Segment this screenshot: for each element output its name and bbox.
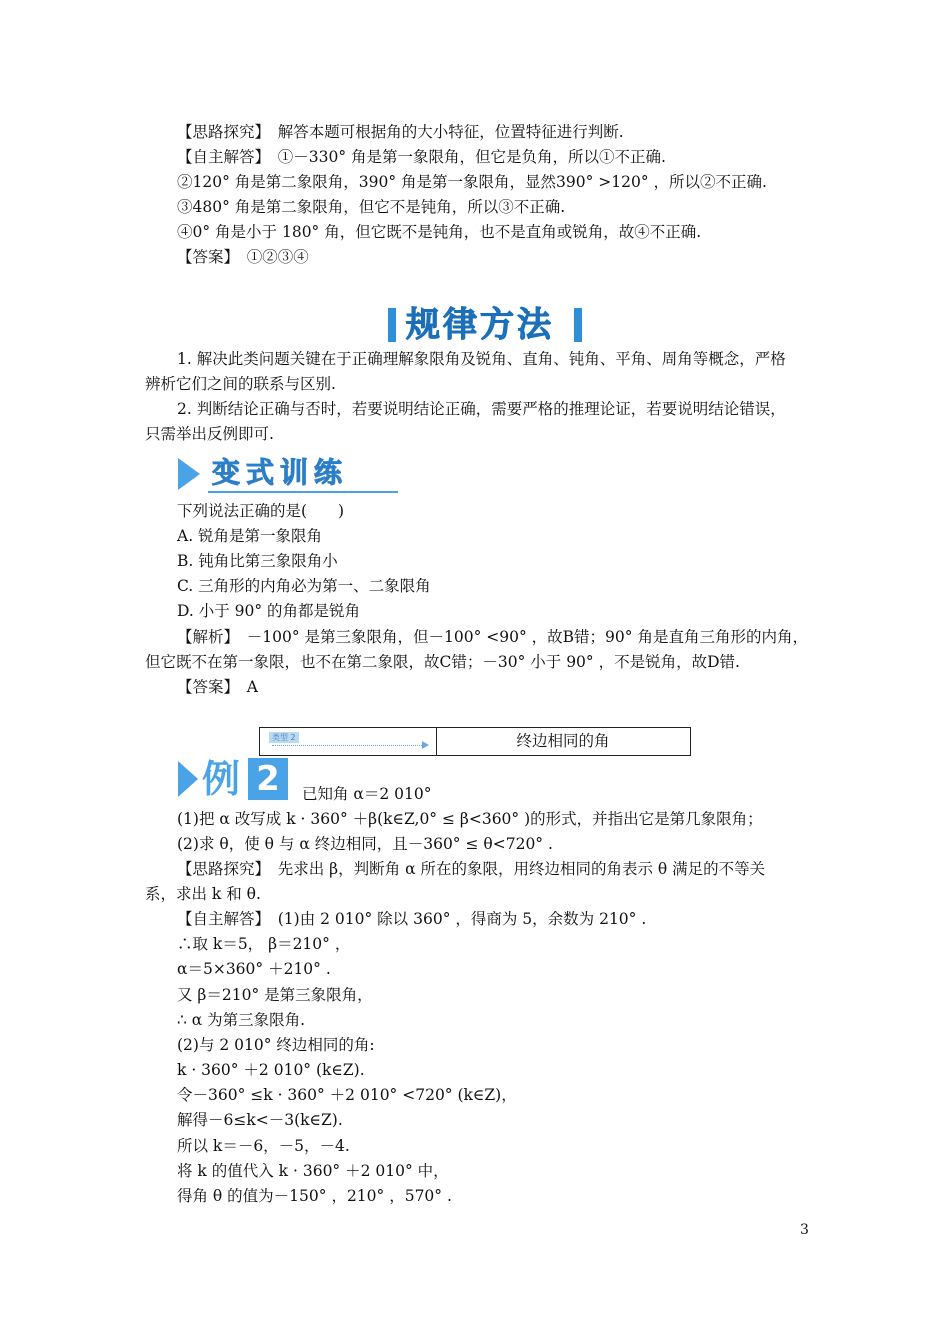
option-b: B. 钝角比第三象限角小 — [177, 552, 338, 570]
text-line: 解得－6≤k<－3(k∈Z). — [177, 1111, 343, 1129]
text-line: 1. 解决此类问题关键在于正确理解象限角及锐角、直角、钝角、平角、周角等概念，严格 — [177, 350, 786, 368]
text-line: 已知角 α＝2 010° — [302, 785, 432, 803]
text-line: k · 360° ＋2 010° (k∈Z). — [177, 1061, 365, 1079]
variant-heading — [178, 455, 396, 493]
example-word: 例 — [202, 757, 241, 801]
text-line: 下列说法正确的是( ) — [177, 502, 345, 520]
text-line: α＝5×360° ＋210° . — [177, 960, 331, 978]
text-line: ∴取 k＝5， β＝210° ， — [177, 935, 351, 953]
text-line: 但它既不在第一象限，也不在第二象限，故C错；－30° 小于 90° ，不是锐角，故D错. — [145, 653, 740, 671]
text-line: 【自主解答】 (1)由 2 010° 除以 360° ，得商为 5，余数为 210° . — [177, 910, 647, 928]
arrow-right-icon — [422, 741, 429, 749]
variant-heading-text: 变式训练 — [212, 456, 349, 489]
text-line: 【自主解答】 ①－330° 角是第一象限角，但它是负角，所以①不正确. — [177, 148, 666, 166]
text-line: 【思路探究】 解答本题可根据角的大小特征，位置特征进行判断. — [177, 123, 624, 141]
variant-underline — [208, 491, 398, 493]
text-line: 【答案】 ①②③④ — [177, 248, 309, 266]
text-line: 【答案】 A — [177, 678, 258, 696]
topic-title: 终边相同的角 — [516, 732, 610, 750]
text-line: (2)与 2 010° 终边相同的角: — [177, 1036, 375, 1054]
text-line: 令－360° ≤k · 360° ＋2 010° <720° (k∈Z)， — [177, 1086, 517, 1104]
banner-bar-right — [574, 308, 582, 342]
method-heading-text: 规律方法 — [406, 305, 554, 345]
topic-tag: 类型 2 — [269, 732, 299, 743]
text-line: 只需举出反例即可. — [145, 425, 274, 443]
banner-bar-left — [388, 308, 396, 342]
text-line: (1)把 α 改写成 k · 360° ＋β(k∈Z,0° ≤ β<360° )的形式，并指出它是第几象限角； — [177, 810, 763, 828]
topic-box — [259, 727, 691, 756]
text-line: 【解析】 －100° 是第三象限角，但－100° <90° ，故B错；90° 角是直角三角形的内角， — [177, 628, 808, 646]
page-number: 3 — [800, 1222, 809, 1238]
play-triangle-icon — [178, 458, 200, 490]
option-c: C. 三角形的内角必为第一、二象限角 — [177, 577, 431, 595]
text-line: 将 k 的值代入 k · 360° ＋2 010° 中， — [177, 1162, 449, 1180]
play-triangle-icon — [178, 761, 198, 797]
topic-tag-cell — [260, 728, 437, 755]
method-heading — [388, 302, 588, 348]
arrow-line — [272, 745, 424, 746]
text-line: ∴ α 为第三象限角. — [177, 1011, 306, 1029]
example-heading — [178, 756, 288, 802]
option-d: D. 小于 90° 的角都是锐角 — [177, 602, 361, 620]
text-line: ④0° 角是小于 180° 角，但它既不是钝角，也不是直角或锐角，故④不正确. — [177, 223, 702, 241]
example-number: 2 — [248, 758, 288, 800]
text-line: 【思路探究】 先求出 β，判断角 α 所在的象限，用终边相同的角表示 θ 满足的不等关 — [177, 860, 766, 878]
text-line: 2. 判断结论正确与否时，若要说明结论正确，需要严格的推理论证，若要说明结论错误， — [177, 400, 786, 418]
text-line: 所以 k＝－6，－5，－4. — [177, 1137, 350, 1155]
text-line: 系，求出 k 和 θ. — [145, 885, 261, 903]
text-line: ②120° 角是第二象限角，390° 角是第一象限角，显然390° >120° ，所以②不正确. — [177, 173, 767, 191]
text-line: 又 β＝210° 是第三象限角， — [177, 986, 373, 1004]
text-line: 得角 θ 的值为－150° ，210° ，570° . — [177, 1187, 452, 1205]
text-line: ③480° 角是第二象限角，但它不是钝角，所以③不正确. — [177, 198, 566, 216]
text-line: 辨析它们之间的联系与区别. — [145, 375, 336, 393]
text-line: (2)求 θ，使 θ 与 α 终边相同，且－360° ≤ θ<720° . — [177, 835, 553, 853]
option-a: A. 锐角是第一象限角 — [177, 527, 323, 545]
